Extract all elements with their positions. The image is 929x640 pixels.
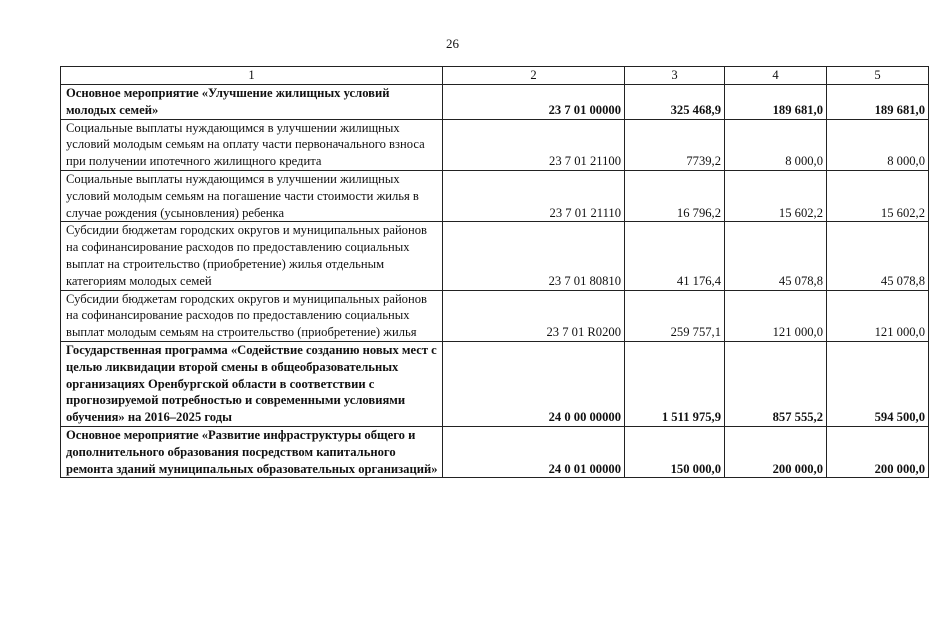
row-value-col4-cell: 200 000,0 [725, 426, 827, 477]
row-code-cell: 23 7 01 21100 [443, 119, 625, 170]
row-name-cell: Социальные выплаты нуждающимся в улучшении жилищных условий молодым семьям на оплату части первоначального взноса при получении ипотечного жилищного кредита [61, 119, 443, 170]
row-value-col4-cell: 857 555,2 [725, 341, 827, 426]
header-col-1: 1 [61, 67, 443, 85]
header-row [61, 67, 929, 85]
row-value-col5-cell: 200 000,0 [827, 426, 929, 477]
row-code-cell: 24 0 01 00000 [443, 426, 625, 477]
table-row [61, 119, 929, 170]
row-value-col4-cell: 189 681,0 [725, 85, 827, 120]
row-name-cell: Субсидии бюджетам городских округов и муниципальных районов на софинансирование расходов по предоставлению социальных выплат молодым семьям на строительство (приобретение) жилья [61, 290, 443, 341]
row-value-col5-cell: 189 681,0 [827, 85, 929, 120]
row-name-cell: Основное мероприятие «Развитие инфраструктуры общего и дополнительного образования посредством капитального ремонта зданий муниципальных образовательных организаций» [61, 426, 443, 477]
row-value-col4-cell: 121 000,0 [725, 290, 827, 341]
header-col-4: 4 [725, 67, 827, 85]
header-col-5: 5 [827, 67, 929, 85]
row-value-col5-cell: 594 500,0 [827, 341, 929, 426]
row-code-cell: 23 7 01 00000 [443, 85, 625, 120]
row-name-cell: Государственная программа «Содействие созданию новых мест с целью ликвидации второй смены в общеобразовательных организациях Оренбургской области в соответствии с прогнозируемой потребностью и современными условиями обучения» на 2016–2025 годы [61, 341, 443, 426]
table-row [61, 85, 929, 120]
row-code-cell: 23 7 01 21110 [443, 170, 625, 221]
row-value-col4-cell: 15 602,2 [725, 170, 827, 221]
row-value-col5-cell: 15 602,2 [827, 170, 929, 221]
table-row [61, 341, 929, 426]
row-value-col4-cell: 8 000,0 [725, 119, 827, 170]
row-value-col5-cell: 8 000,0 [827, 119, 929, 170]
row-value-col5-cell: 121 000,0 [827, 290, 929, 341]
header-col-2: 2 [443, 67, 625, 85]
row-name-cell: Субсидии бюджетам городских округов и муниципальных районов на софинансирование расходов по предоставлению социальных выплат на строительство (приобретение) жилья отдельным категориям молодых семей [61, 222, 443, 290]
table-row [61, 222, 929, 290]
row-value-col3-cell: 259 757,1 [625, 290, 725, 341]
header-col-3: 3 [625, 67, 725, 85]
row-name-cell: Социальные выплаты нуждающимся в улучшении жилищных условий молодым семьям на погашение части стоимости жилья в случае рождения (усыновления) ребенка [61, 170, 443, 221]
row-code-cell: 23 7 01 R0200 [443, 290, 625, 341]
table-row [61, 170, 929, 221]
table-row [61, 290, 929, 341]
page-number: 26 [446, 36, 459, 51]
row-value-col3-cell: 325 468,9 [625, 85, 725, 120]
row-value-col3-cell: 1 511 975,9 [625, 341, 725, 426]
row-value-col3-cell: 150 000,0 [625, 426, 725, 477]
row-value-col3-cell: 7739,2 [625, 119, 725, 170]
budget-table [60, 66, 929, 478]
table-row [61, 426, 929, 477]
row-value-col3-cell: 41 176,4 [625, 222, 725, 290]
row-code-cell: 24 0 00 00000 [443, 341, 625, 426]
table-body [61, 85, 929, 478]
row-name-cell: Основное мероприятие «Улучшение жилищных условий молодых семей» [61, 85, 443, 120]
row-value-col3-cell: 16 796,2 [625, 170, 725, 221]
row-value-col4-cell: 45 078,8 [725, 222, 827, 290]
row-code-cell: 23 7 01 80810 [443, 222, 625, 290]
row-value-col5-cell: 45 078,8 [827, 222, 929, 290]
